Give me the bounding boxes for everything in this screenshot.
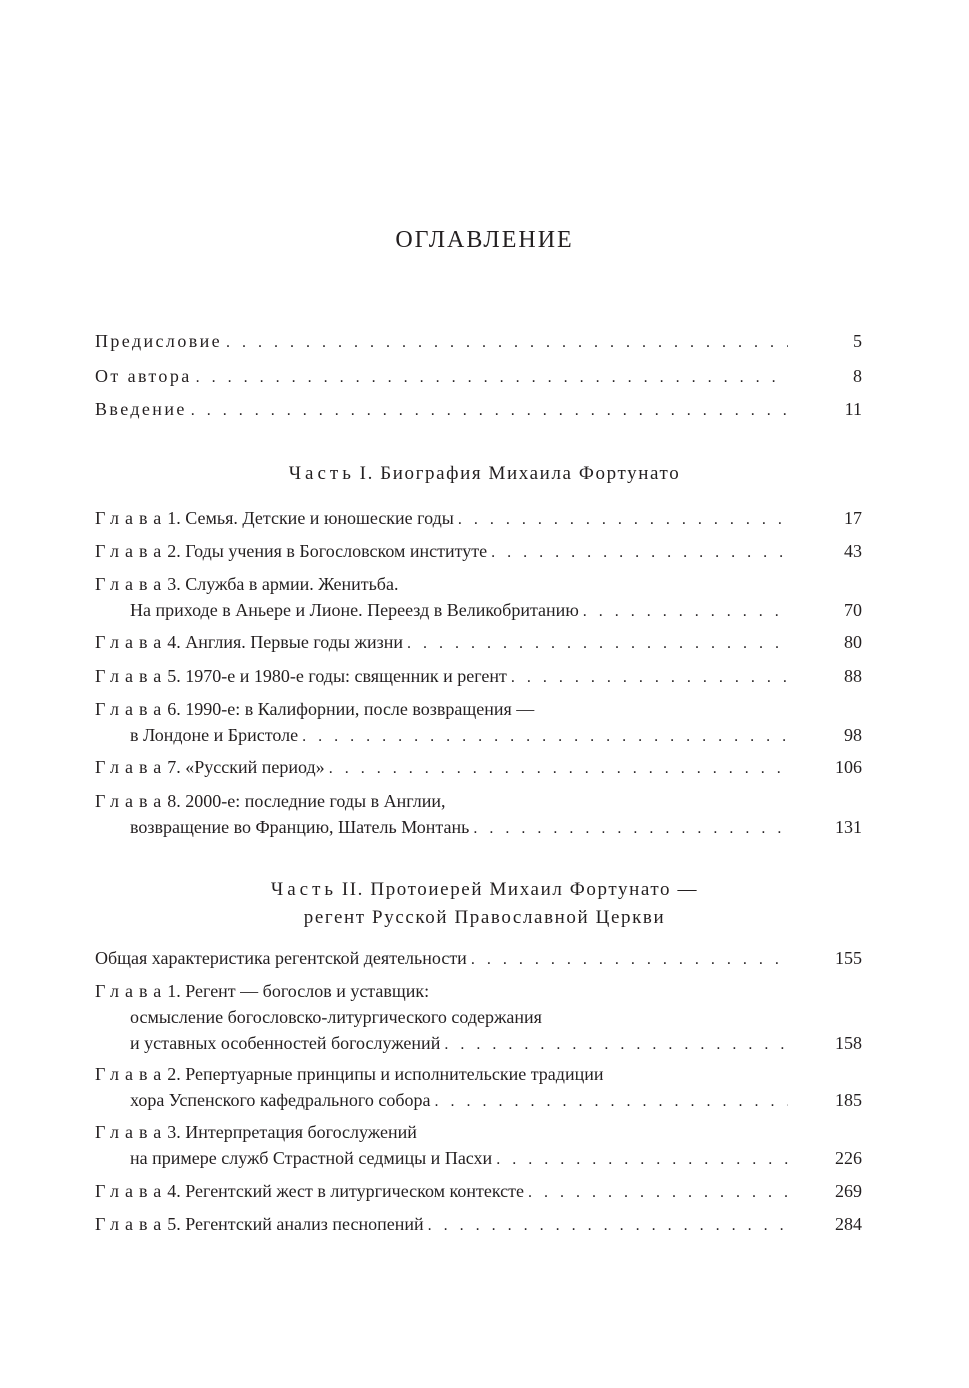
part-1-heading: Часть I. Биография Михаила Фортунато — [288, 463, 681, 484]
toc-entry-introduction[interactable] — [95, 396, 862, 424]
dot-leader — [196, 365, 788, 391]
page-number: 88 — [844, 666, 862, 686]
dot-leader — [473, 816, 788, 842]
page-number: 185 — [835, 1090, 862, 1110]
entry-label: Предисловие — [95, 331, 223, 351]
toc-chapter-8[interactable]: Глава 8. 2000-е: последние годы в Англии, возвращение во Францию, Шатель Монтань . . . 131 — [95, 788, 862, 842]
dot-leader — [583, 599, 788, 625]
toc-entry-from-author[interactable] — [95, 363, 862, 391]
dot-leader — [496, 1147, 788, 1173]
toc-part2-chapter-5[interactable]: Глава 5. Регентский анализ песнопений . . . 284 — [95, 1211, 862, 1239]
dot-leader — [302, 724, 788, 750]
toc-chapter-5[interactable]: Глава 5. 1970-е и 1980-е годы: священник и регент . . . 88 — [95, 663, 862, 691]
dot-leader — [428, 1213, 788, 1239]
entry-label: От автора — [95, 366, 192, 386]
dot-leader — [491, 540, 788, 566]
page-number: 8 — [853, 366, 862, 386]
dot-leader — [407, 631, 788, 657]
page-number: 226 — [835, 1148, 862, 1168]
page-number: 269 — [835, 1181, 862, 1201]
toc-entry-overview[interactable]: Общая характеристика регентской деятельности . . . 155 — [95, 945, 862, 973]
dot-leader — [511, 665, 788, 691]
toc-part2-chapter-3[interactable]: Глава 3. Интерпретация богослужений на примере служб Страстной седмицы и Пасхи . . . 226 — [95, 1119, 862, 1173]
toc-part2-chapter-4[interactable]: Глава 4. Регентский жест в литургическом контексте . . . 269 — [95, 1178, 862, 1206]
page-number: 155 — [835, 948, 862, 968]
page-number: 17 — [844, 508, 862, 528]
toc-chapter-6[interactable]: Глава 6. 1990-е: в Калифорнии, после возвращения — в Лондоне и Бристоле . . . 98 — [95, 696, 862, 750]
toc-chapter-1[interactable]: Глава 1. Семья. Детские и юношеские годы . . . 17 — [95, 505, 862, 533]
toc-chapter-7[interactable]: Глава 7. «Русский период» . . . 106 — [95, 754, 862, 782]
part-2-heading: Часть II. Протоиерей Михаил Фортунато — регент Русской Православной Церкви — [270, 879, 699, 928]
dot-leader — [191, 398, 788, 424]
page-number: 106 — [835, 757, 862, 777]
page-number: 131 — [835, 817, 862, 837]
dot-leader — [471, 947, 788, 973]
dot-leader — [444, 1032, 788, 1058]
page-title: ОГЛАВЛЕНИЕ — [395, 227, 574, 253]
dot-leader — [434, 1089, 788, 1115]
page-number: 284 — [835, 1214, 862, 1234]
dot-leader — [458, 507, 788, 533]
page-number: 158 — [835, 1033, 862, 1053]
page-number: 70 — [844, 600, 862, 620]
dot-leader — [329, 756, 788, 782]
page-number: 5 — [853, 331, 862, 351]
page-number: 11 — [844, 399, 862, 419]
toc-chapter-4[interactable]: Глава 4. Англия. Первые годы жизни . . . 80 — [95, 629, 862, 657]
dot-leader — [226, 330, 788, 356]
dot-leader — [528, 1180, 788, 1206]
toc-chapter-2[interactable]: Глава 2. Годы учения в Богословском институте . . . 43 — [95, 538, 862, 566]
toc-part2-chapter-1[interactable]: Глава 1. Регент — богослов и уставщик: осмысление богословско-литургического содержания и уставных особенностей богослужений . . . 158 — [95, 978, 862, 1058]
toc-part2-chapter-2[interactable]: Глава 2. Репертуарные принципы и исполнительские традиции хора Успенского кафедрального собора . . . 185 — [95, 1061, 862, 1115]
entry-label: Введение — [95, 399, 187, 419]
toc-entry-preface[interactable] — [95, 328, 862, 356]
page-number: 43 — [844, 541, 862, 561]
page-number: 80 — [844, 632, 862, 652]
toc-chapter-3[interactable]: Глава 3. Служба в армии. Женитьба. На приходе в Аньере и Лионе. Переезд в Великобританию . . . 70 — [95, 571, 862, 625]
page-number: 98 — [844, 725, 862, 745]
